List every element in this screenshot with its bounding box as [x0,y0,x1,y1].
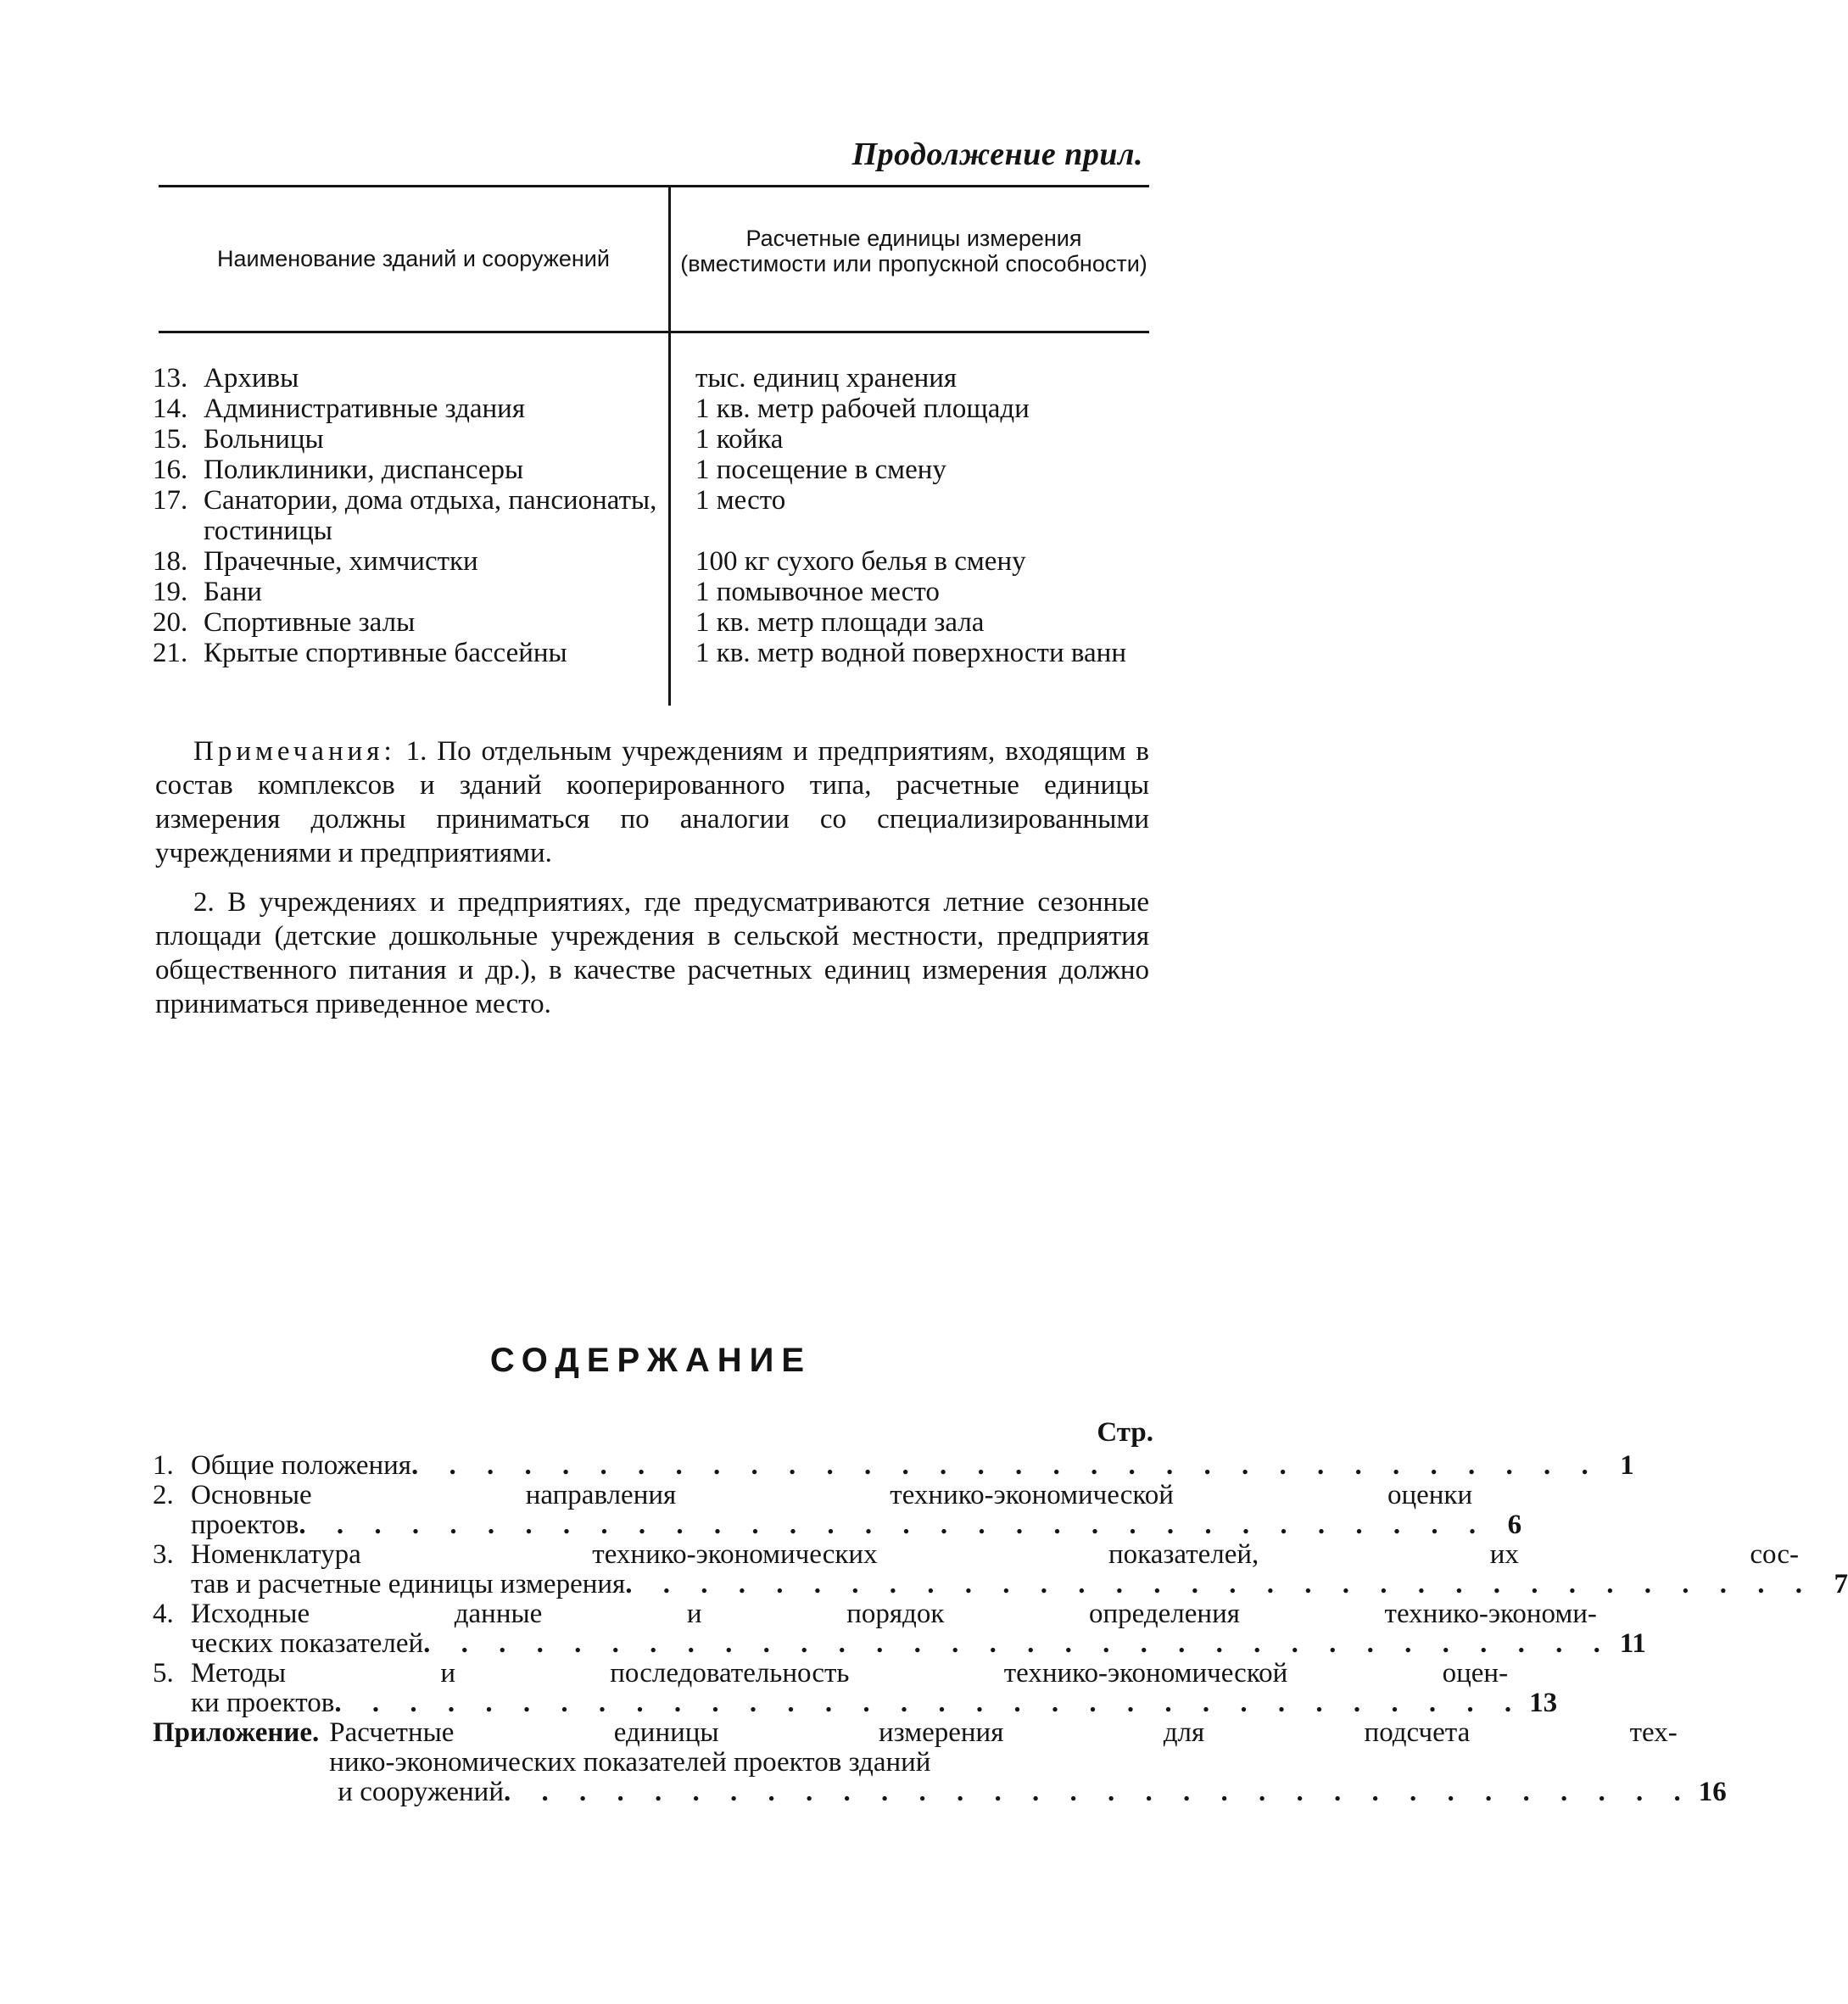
toc-entry-line: Общие положения [191,1450,411,1481]
toc-entry[interactable] [153,1539,1848,1599]
toc-entry-number: 1. [153,1450,174,1481]
toc-entry-line: тав и расчетные единицы измерения [191,1569,626,1599]
notes-label: Примечания: [193,736,396,767]
toc-entry-line: нико-экономических показателей проектов зданий [329,1747,931,1778]
note-1 [155,734,1149,870]
toc-entry-title [329,1718,1692,1807]
row-number: 21. [153,638,188,668]
toc-entry-line: Методы и последовательность технико-экономической оцен- [191,1658,1509,1689]
toc-entry-line: проектов [191,1510,299,1540]
building-name: Административные здания [204,394,526,424]
toc-entry-line: Расчетные единицы измерения для подсчета тех- [329,1717,1678,1748]
toc-entry-title [191,1599,1612,1659]
toc-entry-title [191,1659,1523,1718]
building-name: Крытые спортивные бассейны [204,638,567,668]
toc-entry-page: 16 [1698,1777,1727,1807]
toc-appendix-label: Приложение. [153,1717,320,1748]
note-2: 2. В учреждениях и предприятиях, где предусматриваются летние сезонные площади (детские дошкольные учреждения в сельской местности, предприятия общественного питания и др.), в качестве расчетных единиц измерения должно приниматься приведенное место. [155,887,1149,1019]
building-name: Санатории, дома отдыха, пансионаты, гостиницы [204,485,657,546]
building-name: Прачечные, химчистки [204,546,478,577]
table-row [153,577,657,607]
toc-entry-number: 2. [153,1480,174,1510]
toc-entry-line: Основные направления технико-экономической оценки [191,1480,1473,1510]
toc-entry[interactable] [153,1450,1634,1481]
building-name: Больницы [204,424,324,455]
table-row [153,394,657,424]
toc-entry-line: Номенклатура технико-экономических показателей, их сос- [191,1539,1799,1570]
table-row [153,546,657,577]
table-row [153,638,657,668]
notes [155,734,1149,1036]
unit-cell: 1 кв. метр площади зала [695,607,985,638]
unit-cell: 100 кг сухого белья в смену [695,546,1026,577]
row-number: 13. [153,363,188,394]
table-header-rule [159,331,1149,333]
row-number: 20. [153,607,188,638]
toc-leader [411,1451,1600,1481]
unit-cell: 1 кв. метр водной поверхности ванн [695,638,1127,668]
row-number: 18. [153,546,188,577]
toc-entry-page: 7 [1834,1569,1848,1599]
toc-entry-page: 11 [1619,1628,1646,1659]
building-name: Поликлиники, диспансеры [204,455,524,485]
toc-entry-title [191,1540,1814,1599]
table-row [153,607,657,638]
unit-cell: 1 помывочное место [695,577,940,607]
toc-entry-page: 13 [1529,1688,1558,1718]
row-number: 17. [153,485,188,516]
unit-cell: тыс. единиц хранения [695,363,957,394]
toc-entry-title [191,1481,1488,1540]
row-number: 14. [153,394,188,424]
unit-cell: 1 посещение в смену [695,455,946,485]
row-number: 16. [153,455,188,485]
toc-entry-line: и сооружений [338,1777,504,1807]
building-name: Архивы [204,363,299,394]
unit-cell: 1 койка [695,424,784,455]
unit-cell: 1 кв. метр рабочей площади [695,394,1030,424]
toc-entry[interactable] [153,1599,1646,1659]
table-units-column [695,363,1153,668]
unit-cell: 1 место [695,485,786,516]
toc-entry[interactable] [153,1480,1522,1540]
building-name: Бани [204,577,262,607]
table-header-unit: Расчетные единицы измерения (вместимости или пропускной способности) [680,226,1147,276]
table-header-name: Наименование зданий и сооружений [217,246,610,271]
table-body-divider [668,332,671,706]
toc-entry[interactable] [153,1658,1558,1718]
toc-entry-line: ческих показателей [191,1628,424,1659]
note-1-text: 1. По отдельным учреждениям и предприятиям, входящим в состав комплексов и зданий кооперированного типа, расчетные единицы измерения должны приниматься по аналогии со специализированными учреждениями и предприятиями. [155,736,1149,868]
toc-entry-page: 6 [1507,1510,1522,1540]
row-number: 19. [153,577,188,607]
toc-entry-number: 5. [153,1658,174,1689]
running-head: Продолжение прил. [851,137,1143,172]
toc-entry-line: ки проектов [191,1688,335,1718]
toc-leader [625,1570,1814,1599]
toc-leader [334,1689,1523,1718]
building-name: Спортивные залы [204,607,416,638]
table-header-divider [668,185,671,331]
toc-entry-line: Исходные данные и порядок определения технико-экономи- [191,1599,1597,1629]
table-row [153,363,657,394]
toc-entry-page: 1 [1620,1450,1634,1481]
toc-leader [504,1778,1693,1807]
table-row [153,424,657,455]
table-names-column [153,363,657,668]
toc-page-header: Стр. [1097,1417,1153,1448]
toc-leader [423,1629,1612,1659]
table-row [153,455,657,485]
toc-leader [299,1510,1488,1540]
toc-entry-appendix[interactable] [153,1717,1727,1807]
toc-entry-number: 4. [153,1599,174,1629]
table-of-contents [153,1417,1848,1807]
toc-entry-number: 3. [153,1539,174,1570]
row-number: 15. [153,424,188,455]
toc-title: СОДЕРЖАНИЕ [489,1342,812,1379]
table-top-rule [159,185,1149,187]
toc-entry-title [191,1451,1600,1481]
table-row [153,485,657,546]
